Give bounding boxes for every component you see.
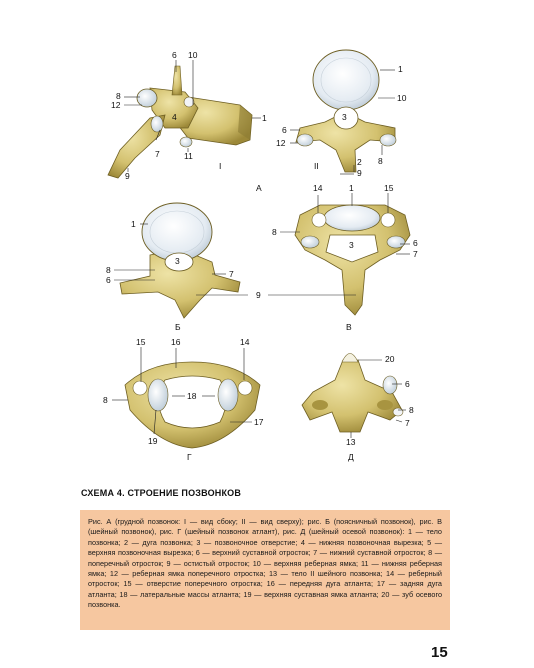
label-g-8: 8 xyxy=(103,395,108,405)
thoracic-vertebra-top xyxy=(296,50,396,172)
panel-letter-a: А xyxy=(256,183,262,193)
panel-letter-g: Г xyxy=(187,452,192,462)
label-g-14: 14 xyxy=(240,337,250,347)
label-v-15: 15 xyxy=(384,183,394,193)
label-a-top-9: 9 xyxy=(357,168,362,178)
label-b-3: 3 xyxy=(175,256,180,266)
label-g-18: 18 xyxy=(187,391,197,401)
label-a-lat-8: 8 xyxy=(116,91,121,101)
label-a-top-2: 2 xyxy=(357,157,362,167)
label-a-top-6: 6 xyxy=(282,125,287,135)
label-v-3: 3 xyxy=(349,240,354,250)
roman-numeral-1: I xyxy=(219,161,222,171)
figure-caption: Рис. А (грудной позвонок: I — вид сбоку; II — вид сверху); рис. Б (поясничный позвонок), рис. В (шейный позвонок), рис. Г (шейный позвонок атлант), рис. Д (шейный осевой позвонок): 1 — тело позвонка; 2 — дуга позвонка; 3 — позвоночное отверстие; 4 — нижняя позвоночная вырезка; 5 — верхняя позвоночная вырезка; 6 — верхний суставной отросток; 7 — нижний суставной отросток; 8 — поперечный отросток; 9 — остистый отросток; 10 — верхняя реберная ямка; 11 — нижняя реберная ямка; 12 — реберная ямка поперечного отростка; 13 — тело II шейного позвонка; 14 — реберный отросток; 15 — отверстие поперечного отростка; 16 — передняя дуга атланта; 17 — задняя дуга атланта; 18 — латеральные массы атланта; 19 — верхняя суставная ямка атланта; 20 — зуб осевого позвонка. xyxy=(80,510,450,630)
label-a-lat-9: 9 xyxy=(125,171,130,181)
label-v-7: 7 xyxy=(413,249,418,259)
label-b-8: 8 xyxy=(106,265,111,275)
label-g-19: 19 xyxy=(148,436,158,446)
panel-letter-d: Д xyxy=(348,452,354,462)
label-v-14: 14 xyxy=(313,183,323,193)
label-g-17: 17 xyxy=(254,417,264,427)
label-d-6: 6 xyxy=(405,379,410,389)
label-a-top-1: 1 xyxy=(398,64,403,74)
axis-vertebra xyxy=(302,354,403,433)
label-g-15: 15 xyxy=(136,337,146,347)
atlas-vertebra xyxy=(125,362,260,448)
label-a-lat-1: 1 xyxy=(262,113,267,123)
label-b-9: 9 xyxy=(256,290,261,300)
label-b-7: 7 xyxy=(229,269,234,279)
label-d-20: 20 xyxy=(385,354,395,364)
cervical-vertebra xyxy=(295,205,410,315)
label-a-lat-7: 7 xyxy=(155,149,160,159)
label-v-6: 6 xyxy=(413,238,418,248)
thoracic-vertebra-lateral xyxy=(108,66,252,178)
label-a-top-12: 12 xyxy=(276,138,286,148)
panel-letter-b: Б xyxy=(175,322,181,332)
label-g-16: 16 xyxy=(171,337,181,347)
schema-title: СХЕМА 4. СТРОЕНИЕ ПОЗВОНКОВ xyxy=(81,488,242,498)
label-b-1: 1 xyxy=(131,219,136,229)
label-a-lat-11: 11 xyxy=(184,151,193,161)
panel-letter-v: В xyxy=(346,322,352,332)
label-v-8: 8 xyxy=(272,227,277,237)
lumbar-vertebra xyxy=(120,203,240,318)
label-b-6: 6 xyxy=(106,275,111,285)
label-d-8: 8 xyxy=(409,405,414,415)
label-a-lat-10: 10 xyxy=(188,50,198,60)
label-a-lat-6: 6 xyxy=(172,50,177,60)
label-a-top-10: 10 xyxy=(397,93,407,103)
label-a-lat-12: 12 xyxy=(111,100,121,110)
label-v-1: 1 xyxy=(349,183,354,193)
label-d-13: 13 xyxy=(346,437,356,447)
label-a-lat-4: 4 xyxy=(172,112,177,122)
page-number: 15 xyxy=(431,644,448,661)
label-a-top-8: 8 xyxy=(378,156,383,166)
label-a-top-3: 3 xyxy=(342,112,347,122)
label-d-7: 7 xyxy=(405,418,410,428)
roman-numeral-2: II xyxy=(314,161,319,171)
